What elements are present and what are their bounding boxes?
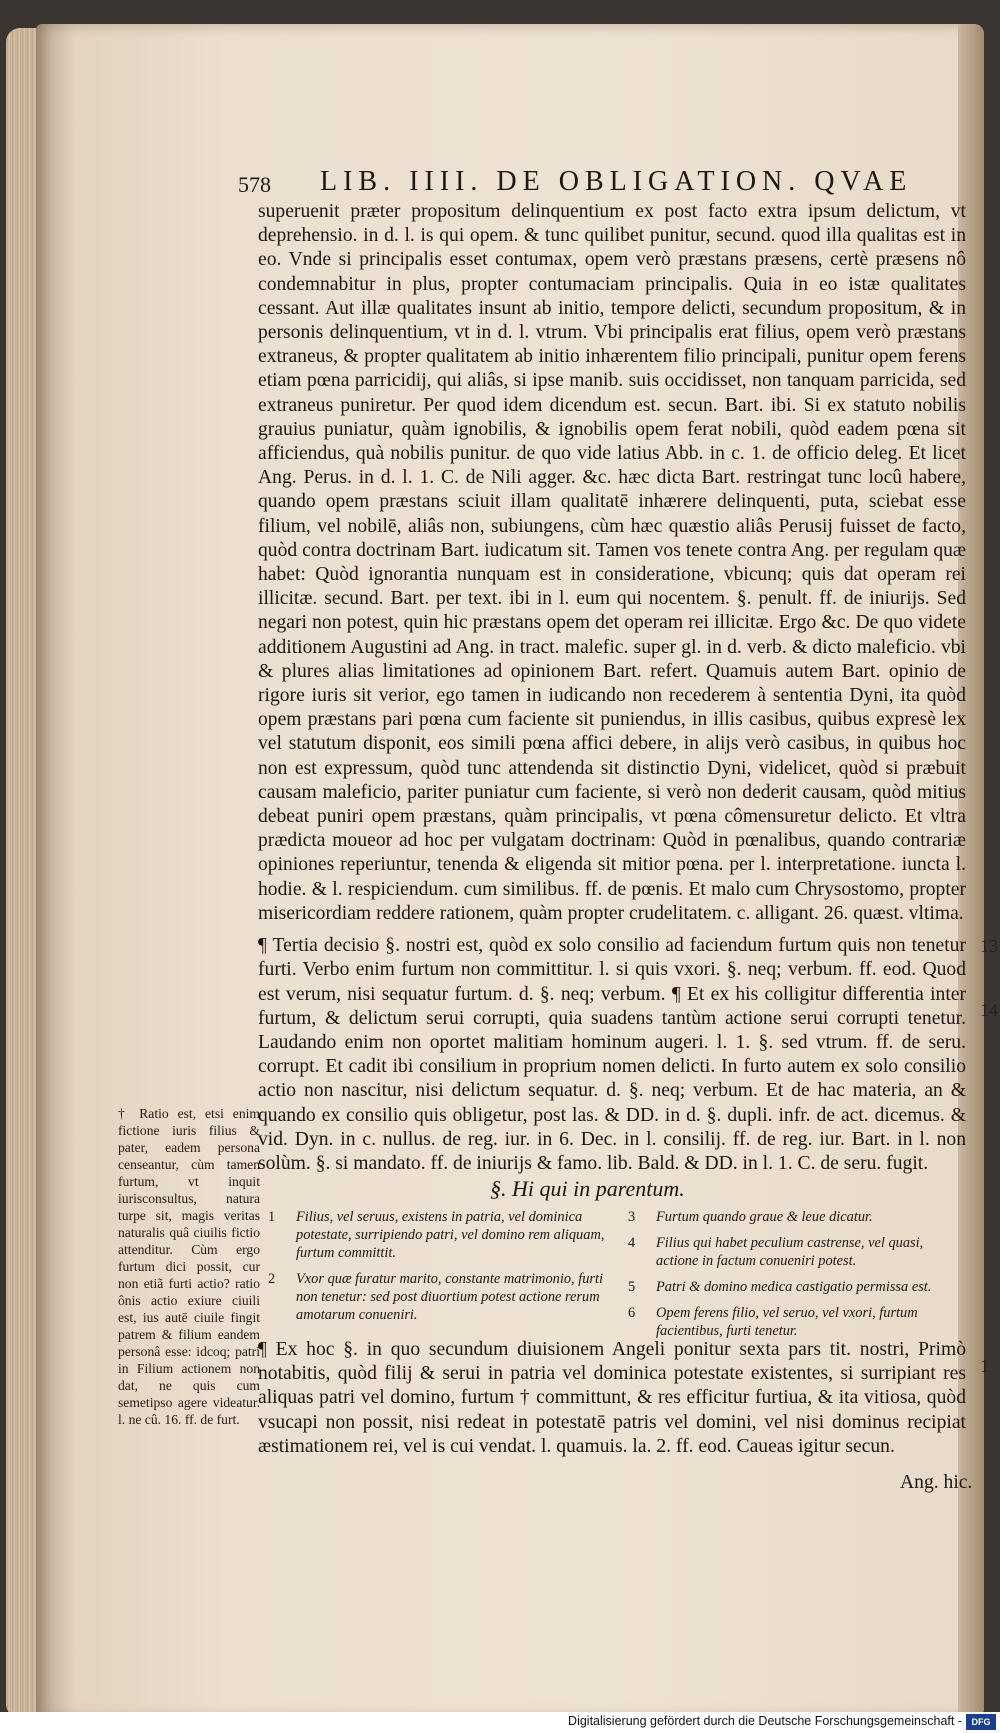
summary-item (628, 1278, 968, 1296)
main-text (258, 200, 966, 1176)
summary-column-left (268, 1208, 608, 1332)
summary-item (268, 1270, 608, 1324)
summary-item-text: Filius, vel seruus, existens in patria, vel dominica potestate, surripiendo patri, vel domino rem aliquam, furtum committit. (296, 1209, 605, 1261)
body-paragraph-2: ¶ Tertia decisio §. nostri est, quòd ex solo consilio ad faciendum furtum quis non tenetur furti. Verbo enim furtum non committitur. l. si quis vxori. §. neq; verbum. ff. eod. Quod est verum, nisi sequatur furtum. d. §. neq; verbum. ¶ Et ex his colligitur differentia inter furtum, & delictum serui corrupti, quia suadens tantùm actione serui corrupti tenetur. Laudando enim non oportet malitiam hominum augeri. l. 1. §. sed vtrum. ff. de seru. corrupt. Et cadit ibi consilium in proprium nomen delicti. In furto autem ex solo consilio actio non nascitur, nisi delictum sequatur. d. §. neq; verbum. Et de hac materia, an & quando ex consilio quis obligetur, post las. & DD. in d. §. dupli. infr. de act. dicemus. & vid. Dyn. in c. nullus. de reg. iur. in 6. Dec. in l. consilij. ff. de reg. iur. Bart. in l. non solùm. §. si mandato. ff. de iniurijs & famo. lib. Bald. & DD. in l. 1. C. de seru. fugit. (258, 935, 966, 1174)
summary-item (628, 1208, 968, 1226)
summary-item-text: Patri & domino medica castigatio permissa est. (656, 1279, 932, 1295)
body-paragraph-1: superuenit præter propositum delinquentium ex post facto extra ipsum delictum, vt deprehensio. in d. l. is qui opem. & tunc quilibet punitur, secund. quod illa qualitas est in eo. Vnde si principalis esset contumax, opem verò præstans præsens, certè præsens nô condemnabitur in plus, propter contumaciam principalis. Quia in eo istæ qualitates cessant. Aut illæ qualitates insunt ab initio, tempore delicti, secundum propositum, & in personis delinquentium, vt in d. l. vtrum. Vbi principalis erat filius, opem verò præstans extraneus, & propter qualitatem ab initio inhærentem filio principali, punitur opem ferens etiam pœna parricidij, qui aliâs, si ipse manib. suis occidisset, non tanquam parricida, sed extraneus puniretur. Per quod idem dicendum est. secun. Bart. ibi. Si ex statuto nobilis grauius puniatur, quàm ignobilis, & ignobilis opem ferat nobili, quòd eadem pœna sit afficiendus, quà nobilis punitur. de quo vide latius Abb. in c. 1. de officio deleg. Et licet Ang. Perus. in d. l. 1. C. de Nili agger. &c. hæc dicta Bart. restringat tunc locû habere, quando opem præstans sciuit illam qualitatē inhærere delinquenti, puta, sciebat esse filium, vel nobilē, aliâs non, subiungens, cùm hæc quæstio aliâs Perusij fuisset de facto, quòd contra doctrinam Bart. iudicatum sit. Tamen vos tenete contra Ang. per regulam quæ habet: Quòd ignorantia nunquam est in consideratione, vbicunq; quis dat operam rei illicitæ. secund. Bart. per text. ibi in l. eum qui nocentem. §. penult. ff. de iniurijs. Sed negari non potest, quin hic præstans opem det operam rei illicitæ. Ergo &c. De quo videte additionem Augustini ad Ang. in tract. malefic. super gl. in d. verb. & dicto maleficio. vbi & plures alias limitationes ad opinionem Bart. refert. Quamuis autem Bart. opinio de rigore iuris sit verior, ego tamen in iudicando non recederem à sententia Dyni, ita quòd opem præstans pari pœna cum faciente sit puniendus, in illis casibus, quibus expresè lex vel statutum disponit, eos simili pœna affici debere, in alijs verò casibus, in quibus hoc non est expressum, quòd tunc attendenda sit distinctio Dyni, videlicet, quòd si præbuit causam maleficio, pariter puniatur cum faciente, si verò non dederit causam, quòd mitius debeat puniri opem præstans, quàm principalis, vt pœna cômensuretur delicto. Et vltra prædicta moueor ad hoc per vulgatam doctrinam: Quòd in pœnalibus, quando contrariæ opiniones reperiuntur, tenenda & eligenda sit mitior pœna. per l. interpretatione. iuncta l. hodie. & l. respiciendum. cum similibus. ff. de pœnis. Et malo cum Chrysostomo, propter misericordiam reddere rationem, quàm propter crudelitatem. c. alligant. 26. quæst. vltima. (258, 201, 966, 924)
summary-item-number: 5 (628, 1279, 636, 1295)
catchword: Ang. hic. (900, 1472, 973, 1493)
summary-item (268, 1208, 608, 1262)
digitization-footer (0, 1712, 1000, 1733)
summary-item-number: 2 (268, 1271, 276, 1287)
summary-item-text: Furtum quando graue & leue dicatur. (656, 1209, 873, 1225)
summary-item-text: Opem ferens filio, vel seruo, vel vxori, furtum facientibus, furti tenetur. (656, 1305, 918, 1339)
summary-item-text: Vxor quæ furatur marito, constante matrimonio, furti non tenetur: sed post diuortium potest actione rerum amotarum conueniri. (296, 1271, 604, 1323)
dfg-logo: DFG (966, 1714, 996, 1730)
summary-column-right (628, 1208, 968, 1348)
page-header (238, 166, 958, 200)
footer-credit: Digitalisierung gefördert durch die Deutsche Forschungsgemeinschaft - (568, 1714, 962, 1728)
page-number: 578 (238, 172, 271, 197)
summary-item (628, 1304, 968, 1340)
margin-number: 14 (980, 1000, 998, 1020)
summary-item-number: 6 (628, 1305, 636, 1321)
margin-number: 1 (980, 1356, 989, 1376)
summary-item-number: 4 (628, 1235, 636, 1251)
margin-number: 13 (980, 936, 998, 956)
section-heading: §. Hi qui in parentum. (490, 1176, 685, 1201)
side-note: † Ratio est, etsi enim fictione iuris filius & pater, eadem persona censeantur, cùm tamen furtum, vt inquit iurisconsultus, natura turpe sit, magis veritas naturalis quâ ciuilis fictio attenditur. Cùm ergo furtum dici possit, cur non etiã furti actio? ratio ônis actio exiure ciuili est, ius autē ciuile fingit patrem & filium eandem personâ esse: idcoq; patri in Filium actionem non dat, ne quis cum semetipso agere videatur. l. ne cû. 16. ff. de furt. (118, 1106, 260, 1427)
summary-item-text: Filius qui habet peculium castrense, vel quasi, actione in factum conueniri potest. (656, 1235, 924, 1269)
body-paragraph-3: ¶ Ex hoc §. in quo secundum diuisionem Angeli ponitur sexta pars tit. nostri, Primò notabitis, quòd filij & serui in patria vel dominica potestate existentes, si surripiant res aliquas patri vel domino, furtum † committunt, & res efficitur furtiua, & ita vitiosa, quòd vsucapi non possit, nisi redeat in potestatē patris vel domini, vel nisi dominus recipiat æstimationem rei, vel is cui vendat. l. quamuis. la. 2. ff. eod. Caueas igitur secun. (258, 1339, 966, 1457)
summary-item-number: 3 (628, 1209, 636, 1225)
running-title: LIB. IIII. DE OBLIGATION. QVAE (320, 166, 913, 197)
summary-item-number: 1 (268, 1209, 276, 1225)
summary-item (628, 1234, 968, 1270)
